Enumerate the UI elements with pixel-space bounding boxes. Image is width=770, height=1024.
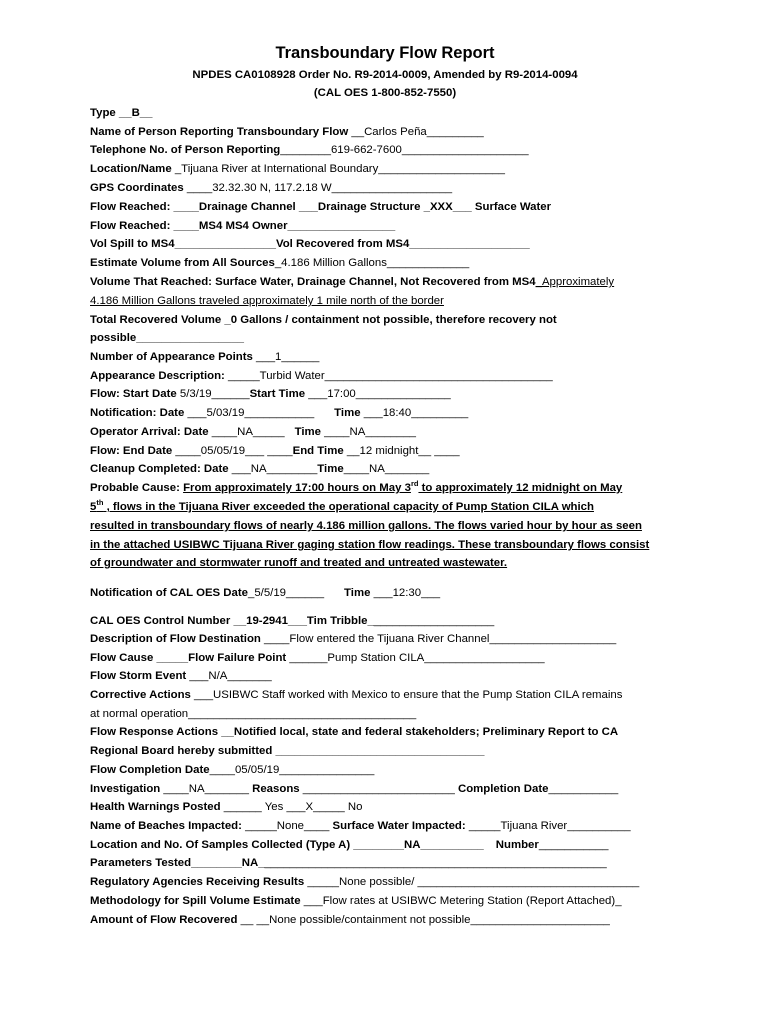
cleanup-line (90, 462, 690, 477)
cleanup-value: ___NA________ (228, 463, 318, 475)
operator-arrival-value: ____NA_____ (208, 426, 285, 438)
flow-destination-value: ____Flow entered the Tijuana River Channel____________________ (260, 633, 617, 645)
parameters-value: ________NA_ (191, 857, 265, 869)
amount-recovered-label: Amount of Flow Recovered (90, 914, 238, 926)
probable-cause-text-5: of groundwater and stormwater runoff and treated and untreated wastewater. (90, 557, 508, 569)
probable-cause-text-2 (90, 500, 690, 515)
beaches-value: _____None____ (241, 820, 330, 832)
probable-cause-label: Probable Cause: (90, 482, 180, 494)
storm-event-value: ___N/A_______ (186, 670, 272, 682)
estimate-line (90, 256, 690, 271)
flow-cause-value: ______Pump Station CILA___________________ (286, 652, 545, 664)
methodology-value: ___Flow rates at USIBWC Metering Station (Report Attached)_ (300, 895, 622, 907)
cal-oes-notification-value: _5/5/19______ (248, 587, 325, 599)
reporter-label: Name of Person Reporting Transboundary Flow (90, 126, 349, 138)
probable-cause-text-3: resulted in transboundary flows of nearly 4.186 million gallons. The flows varied hour by hour as seen (90, 520, 642, 532)
volume-reached-label: Volume That Reached: Surface Water, Drainage Channel, Not Recovered from MS4 (90, 276, 536, 288)
volume-reached-line (90, 275, 690, 290)
cleanup-time-label: Time (317, 463, 344, 475)
investigation-line (90, 782, 690, 797)
agencies-value: _____None possible/ ___________________________________ (304, 876, 640, 888)
cal-oes-notification-time-label: Time (344, 587, 371, 599)
appearance-points-label: Number of Appearance Points (90, 351, 253, 363)
completion-date-label: Flow Completion Date (90, 764, 210, 776)
storm-event-line (90, 669, 690, 684)
appearance-points-line (90, 350, 690, 365)
gps-line (90, 181, 690, 196)
beaches-label: Name of Beaches Impacted: (90, 820, 242, 832)
beaches-line (90, 819, 690, 834)
estimate-label: Estimate Volume from All Sources (90, 257, 275, 269)
phone-value: ________619-662-7600____________________ (280, 144, 529, 156)
parameters-line (90, 856, 690, 871)
probable-cause-line (90, 481, 690, 496)
type-line: Type __B__ (90, 107, 153, 119)
flow-end-line (90, 444, 690, 459)
investigation-label: Investigation (90, 783, 161, 795)
health-warnings-value: ______ Yes ___X_____ No (220, 801, 363, 813)
operator-time-value: ____NA________ (321, 426, 417, 438)
health-warnings-line (90, 800, 690, 815)
phone-line (90, 143, 690, 158)
ordinal-th: th (96, 498, 104, 508)
amount-recovered-value: __ __None possible/containment not possible______________________ (237, 914, 610, 926)
cal-oes-notification-line (90, 586, 690, 601)
appearance-desc-line (90, 369, 690, 384)
total-recovered-line-1: Total Recovered Volume _0 Gallons / containment not possible, therefore recovery not (90, 314, 557, 326)
cleanup-label: Cleanup Completed: Date (90, 463, 229, 475)
notification-time-value: ___18:40_________ (360, 407, 469, 419)
report-title: Transboundary Flow Report (275, 44, 495, 62)
control-number-value: __19-2941___Tim Tribble_ (230, 615, 374, 627)
appearance-points-value: ___1______ (252, 351, 320, 363)
methodology-line (90, 894, 690, 909)
flow-cause-line (90, 651, 690, 666)
notification-value: ___5/03/19___________ (184, 407, 315, 419)
estimate-value: _4.186 Million Gallons_____________ (274, 257, 470, 269)
control-number-fill: ___________________ (373, 615, 495, 627)
volume-reached-value: _Approximately (535, 276, 615, 288)
agencies-line (90, 875, 690, 890)
probable-cause-text-1a: From approximately 17:00 hours on May 3 (183, 482, 411, 494)
flow-destination-label: Description of Flow Destination (90, 633, 261, 645)
phone-label: Telephone No. of Person Reporting (90, 144, 281, 156)
control-number-label: CAL OES Control Number (90, 615, 231, 627)
flow-end-time-label: End Time (292, 445, 344, 457)
completion-date-line (90, 763, 690, 778)
health-warnings-label: Health Warnings Posted (90, 801, 221, 813)
flow-start-time-label: Start Time (249, 388, 306, 400)
operator-time-label: Time (294, 426, 321, 438)
agencies-label: Regulatory Agencies Receiving Results (90, 876, 305, 888)
parameters-fill: ______________________________________________________ (264, 857, 607, 869)
flow-end-time-value: __12 midnight__ ____ (343, 445, 460, 457)
corrective-actions-value-cont: at normal operation____________________________________ (90, 708, 417, 720)
reasons-label: Reasons (252, 783, 300, 795)
flow-end-value: ____05/05/19___ ____ (172, 445, 293, 457)
location-value: _Tijuana River at International Boundary____________________ (171, 163, 505, 175)
parameters-label: Parameters Tested (90, 857, 192, 869)
total-recovered-line-2: possible_________________ (90, 332, 244, 344)
storm-event-label: Flow Storm Event (90, 670, 187, 682)
amount-recovered-line (90, 913, 690, 928)
flow-reached-line-1: Flow Reached: ____Drainage Channel ___Drainage Structure _XXX___ Surface Water (90, 201, 552, 213)
probable-cause-text-1b: to approximately 12 midnight on May (418, 482, 623, 494)
investigation-completion-label: Completion Date (457, 783, 549, 795)
location-line (90, 162, 690, 177)
gps-value: ____32.32.30 N, 117.2.18 W___________________ (183, 182, 453, 194)
corrective-actions-line (90, 688, 690, 703)
samples-number-label: Number (495, 839, 539, 851)
cal-oes-phone-line: (CAL OES 1-800-852-7550) (313, 87, 457, 99)
flow-destination-line (90, 632, 690, 647)
investigation-value: ____NA_______ (160, 783, 249, 795)
location-label: Location/Name (90, 163, 172, 175)
flow-start-time-value: ___17:00_______________ (305, 388, 451, 400)
methodology-label: Methodology for Spill Volume Estimate (90, 895, 301, 907)
operator-arrival-line (90, 425, 690, 440)
appearance-desc-label: Appearance Description: (90, 370, 225, 382)
probable-cause-text-2b: , flows in the Tijuana River exceeded the operational capacity of Pump Station CILA which (103, 501, 594, 513)
reporter-line (90, 125, 690, 140)
investigation-completion-value: ___________ (548, 783, 619, 795)
corrective-actions-value: ___USIBWC Staff worked with Mexico to ensure that the Pump Station CILA remains (190, 689, 623, 701)
flow-reached-line-2: Flow Reached: ____MS4 MS4 Owner_________________ (90, 220, 396, 232)
response-actions-line-1: Flow Response Actions __Notified local, state and federal stakeholders; Preliminary Report to CA (90, 726, 619, 738)
notification-line (90, 406, 690, 421)
samples-line (90, 838, 690, 853)
probable-cause-text-2a: 5 (90, 501, 97, 513)
operator-arrival-label: Operator Arrival: Date (90, 426, 209, 438)
flow-end-label: Flow: End Date (90, 445, 173, 457)
ordinal-rd: rd (410, 479, 419, 489)
completion-date-value: ____05/05/19_______________ (209, 764, 375, 776)
reasons-value: ________________________ (299, 783, 455, 795)
reporter-value: __Carlos Peña_________ (348, 126, 484, 138)
flow-start-label: Flow: Start Date (90, 388, 177, 400)
surface-water-label: Surface Water Impacted: (332, 820, 466, 832)
volume-reached-value-cont: 4.186 Million Gallons traveled approximately 1 mile north of the border (90, 295, 444, 307)
flow-cause-label: Flow Cause _____Flow Failure Point (90, 652, 287, 664)
corrective-actions-label: Corrective Actions (90, 689, 191, 701)
flow-start-value: 5/3/19______ (176, 388, 250, 400)
notification-time-label: Time (334, 407, 361, 419)
flow-start-line (90, 387, 690, 402)
surface-water-value: _____Tijuana River__________ (465, 820, 631, 832)
cal-oes-notification-time-value: ___12:30___ (370, 587, 441, 599)
cal-oes-notification-label: Notification of CAL OES Date (90, 587, 249, 599)
cleanup-time-value: ____NA_______ (343, 463, 430, 475)
vol-spill-line: Vol Spill to MS4________________Vol Recovered from MS4___________________ (90, 238, 530, 250)
samples-label: Location and No. Of Samples Collected (Type A) (90, 839, 351, 851)
notification-label: Notification: Date (90, 407, 185, 419)
response-actions-line-2: Regional Board hereby submitted _________________________________ (90, 745, 485, 757)
permit-order-line: NPDES CA0108928 Order No. R9-2014-0009, Amended by R9-2014-0094 (192, 69, 578, 81)
samples-value: ________NA__________ (350, 839, 484, 851)
samples-number-value: ___________ (538, 839, 609, 851)
control-number-line (90, 614, 690, 629)
gps-label: GPS Coordinates (90, 182, 184, 194)
appearance-desc-value: _____Turbid Water____________________________________ (224, 370, 553, 382)
probable-cause-text-4: in the attached USIBWC Tijuana River gaging station flow readings. These transboundary flows consist (90, 539, 650, 551)
